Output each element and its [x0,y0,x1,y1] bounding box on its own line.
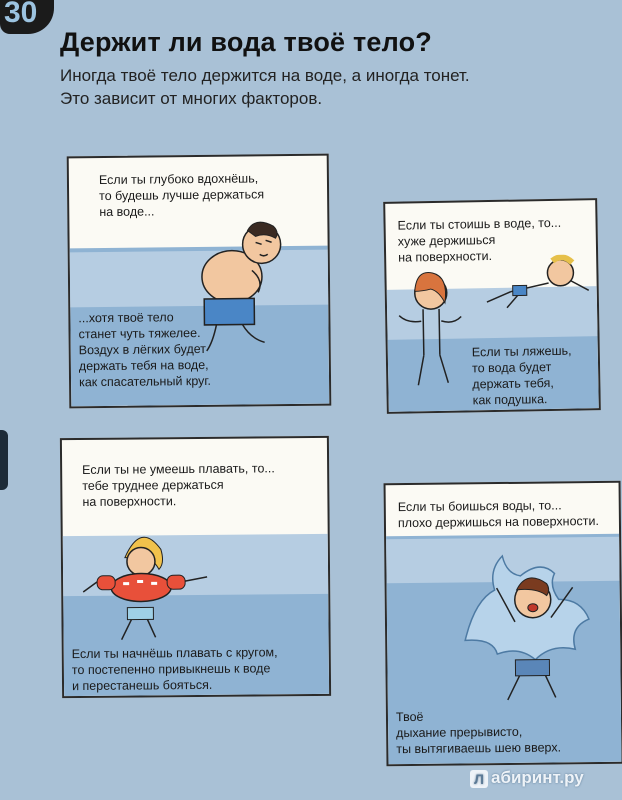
page-title: Держит ли вода твоё тело? [60,27,432,57]
caption-line: Твоё [395,709,424,725]
panel-top-caption [397,215,561,266]
caption-line: держать тебя на воде, [78,357,209,374]
comic-panel-afraid-of-water [384,481,622,766]
caption-line: дыхание прерывисто, [396,724,523,741]
page-number: 30 [4,0,38,29]
caption-line: тебе труднее держаться [82,477,224,493]
panel-bottom-caption [472,343,573,409]
watermark-text: абиринт.ру [491,768,584,787]
caption-line: то вода будет [471,359,552,376]
comic-panel-deep-breath [67,154,332,409]
caption-line: Если ты глубоко вдохнёшь, [98,171,259,188]
caption-line: Если ты не умеешь плавать, то... [82,461,275,477]
caption-line: ты вытягиваешь шею вверх. [396,740,562,757]
comic-panel-standing-lying [383,198,601,414]
caption-line: Если ты начнёшь плавать с кругом, [71,645,278,662]
caption-line: то будешь лучше держаться [99,187,265,204]
caption-line: хуже держишься [397,232,496,249]
page-number-badge [0,0,54,34]
caption-line: ...хотя твоё тело [78,310,174,326]
intro-paragraph [60,64,580,110]
caption-line: то постепенно привыкнешь к воде [71,661,271,678]
panel-top-caption [398,497,599,531]
caption-line: станет чуть тяжелее. [78,325,201,342]
intro-line: Иногда твоё тело держится на воде, а иногда тонет. [60,66,470,85]
caption-line: и перестанешь бояться. [71,677,213,694]
panel-top-caption [99,170,264,220]
comic-panel-swim-ring [60,436,331,698]
caption-line: плохо держишься на поверхности. [397,513,599,531]
girl-with-swim-ring-illustration [77,521,218,642]
caption-line: Если ты стоишь в воде, то... [397,215,562,233]
girl-standing-in-water-illustration [396,264,468,395]
caption-line: как подушка. [472,392,548,408]
panel-bottom-caption [78,309,211,390]
caption-line: Если ты ляжешь, [471,343,572,360]
caption-line: на воде... [99,204,155,220]
caption-line: как спасательный круг. [78,373,211,390]
caption-line: Если ты боишься воды, то... [397,498,562,515]
caption-line: Воздух в лёгких будет [78,341,207,358]
caption-line: держать тебя, [472,375,554,392]
boy-splashing-in-panic-illustration [444,539,616,711]
watermark [470,768,584,788]
caption-line: на поверхности. [82,494,177,509]
panel-top-caption [82,460,275,510]
caption-line: на поверхности. [398,248,493,265]
panel-bottom-caption [396,707,561,757]
watermark-logo: Л [470,770,488,788]
panel-bottom-caption [72,644,278,694]
intro-line: Это зависит от многих факторов. [60,89,323,108]
page-edge-shadow [0,430,8,490]
